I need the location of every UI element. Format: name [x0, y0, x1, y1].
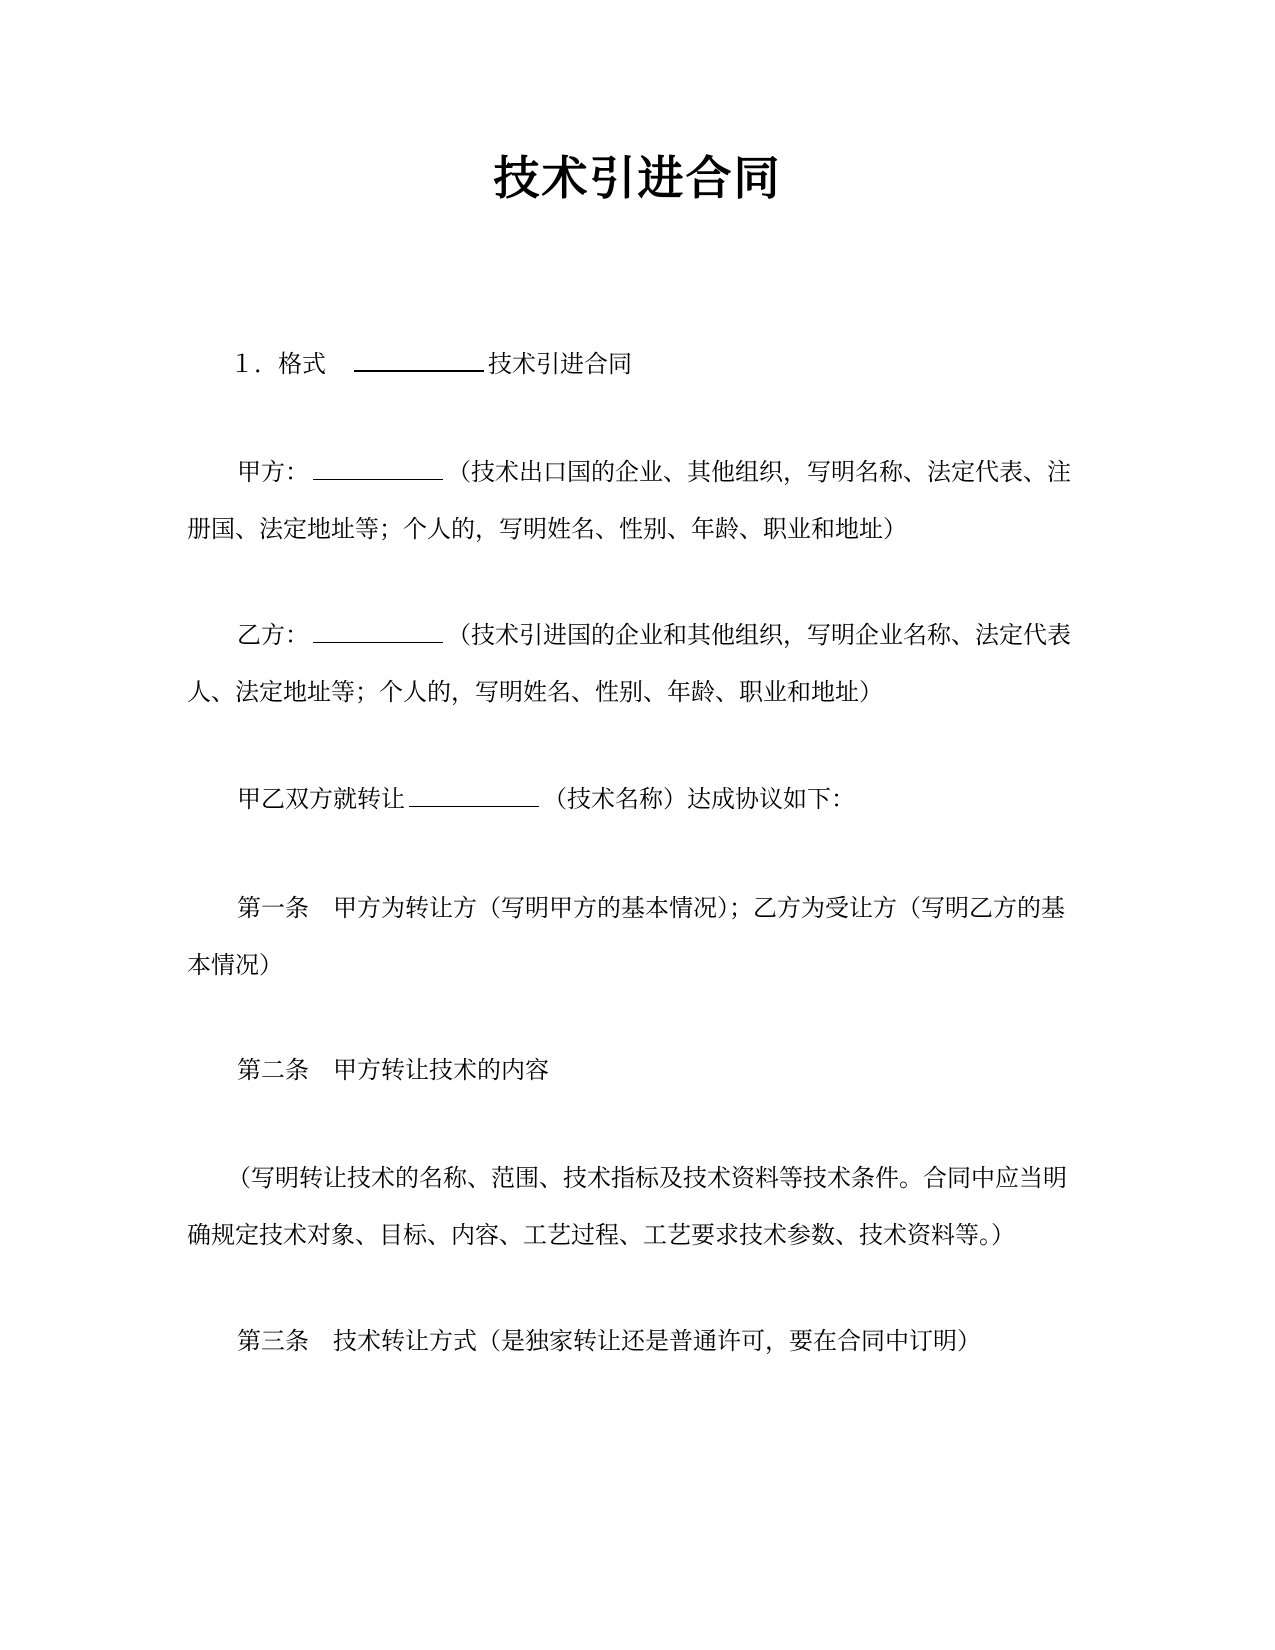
format-prefix: １．格式 — [230, 350, 326, 378]
agreement-prefix: 甲乙双方就转让 — [237, 785, 405, 813]
agreement-suffix: （技术名称）达成协议如下： — [543, 785, 855, 813]
article-2-description — [187, 1150, 1087, 1264]
party-b-label: 乙方： — [237, 621, 309, 649]
party-b-blank — [313, 618, 443, 643]
party-a-paragraph — [187, 444, 1087, 558]
agreement-paragraph — [187, 771, 1087, 828]
article-text: 技术转让方式（是独家转让还是普通许可，要在合同中订明） — [333, 1327, 981, 1355]
article-description-text: （写明转让技术的名称、范围、技术指标及技术资料等技术条件。合同中应当明确规定技术对象、目标、内容、工艺过程、工艺要求技术参数、技术资料等。） — [187, 1164, 1067, 1249]
format-suffix: 技术引进合同 — [488, 350, 632, 378]
technology-name-blank — [409, 782, 539, 807]
party-b-note: （技术引进国的企业和其他组织，写明企业名称、法定代表人、法定地址等；个人的，写明姓名、性别、年龄、职业和地址） — [187, 621, 1071, 706]
article-2 — [187, 1042, 1087, 1099]
article-heading: 第二条 — [237, 1056, 309, 1084]
format-line — [187, 336, 1087, 393]
article-1 — [187, 880, 1087, 994]
party-a-blank — [313, 455, 443, 480]
party-a-label: 甲方： — [237, 458, 309, 486]
document-title: 技术引进合同 — [493, 151, 782, 205]
article-text: 甲方为转让方（写明甲方的基本情况）；乙方为受让方（写明乙方的基本情况） — [187, 894, 1065, 979]
article-3 — [187, 1313, 1087, 1370]
party-a-note: （技术出口国的企业、其他组织，写明名称、法定代表、注册国、法定地址等；个人的，写明姓名、性别、年龄、职业和地址） — [187, 458, 1071, 543]
party-b-paragraph — [187, 607, 1087, 721]
article-heading: 第三条 — [237, 1327, 309, 1355]
article-text: 甲方转让技术的内容 — [333, 1056, 549, 1084]
article-heading: 第一条 — [237, 894, 309, 922]
format-blank — [354, 346, 484, 372]
